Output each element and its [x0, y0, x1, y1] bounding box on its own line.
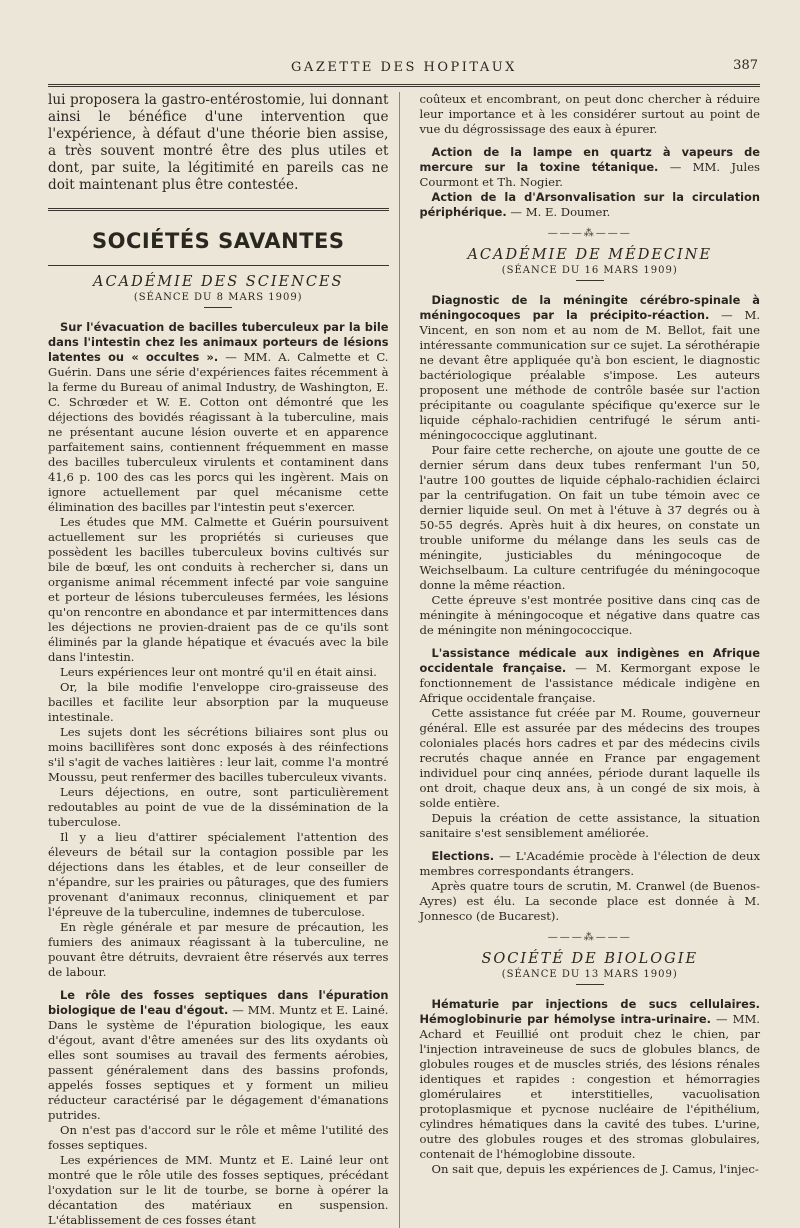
- article-paragraph: [420, 849, 761, 879]
- article-paragraph: Depuis la création de cette assistance, la situation sanitaire s'est sensiblement améliorée.: [419, 811, 760, 840]
- article-paragraph: [48, 988, 389, 1123]
- section-rule-top: [48, 208, 389, 211]
- header-rule: [48, 84, 760, 87]
- article-title: L'assistance médicale aux indigènes en Afrique occidentale française.: [419, 646, 760, 675]
- article-text: — MM. Achard et Feuillié ont produit chez le chien, par l'injection intraveineuse de sucs de globules blancs, de globules rouges et de muscles striés, des lésions rénales identiques et rapides : congestion et hémorragies glomérulaires et interstitielles, vacuolisation protoplasmique et pycnose nucléaire de l'épithélium, cylindres hématiques dans la cavité des tubes. L'urine, outre des globules rouges et des stromas globulaires, contenait de l'hémoglobine dissoute.: [419, 1012, 760, 1161]
- academy-heading: ACADÉMIE DES SCIENCES: [93, 274, 344, 290]
- article-paragraph: Leurs déjections, en outre, sont particulièrement redoutables au point de vue de la dissémination de la tuberculose.: [48, 785, 389, 829]
- article-title: Diagnostic de la méningite cérébro-spinale à méningocoques par la précipito-réaction.: [419, 293, 760, 322]
- article-paragraph: Cette épreuve s'est montrée positive dans cinq cas de méningite à méningocoque et négative dans quatre cas de méningite non méningococcique.: [419, 593, 760, 637]
- article-text: — M. Kermorgant expose le fonctionnement de l'assistance médicale indigène en Afrique occidentale française.: [419, 661, 760, 705]
- article-paragraph: [420, 293, 761, 443]
- article-paragraph: Les sujets dont les sécrétions biliaires sont plus ou moins bacillifères sont donc exposés à des réinfections s'il s'agit de vaches laitières : leur lait, comme l'a montré Moussu, peut renfermer des bacilles tuberculeux vivants.: [48, 725, 389, 784]
- article-paragraph: Pour faire cette recherche, on ajoute une goutte de ce dernier sérum dans deux tubes renfermant l'un 50, l'autre 100 gouttes de liquide céphalo-rachidien éclairci par la centrifugation. On fait un tube témoin avec ce dernier liquide seul. On met à l'étuve à 37 degrés ou à 50-55 degrés. Après huit à dix heures, on constate un trouble uniforme du mélange dans les seuls cas de méningite, justiciables du méningocoque de Weichselbaum. La culture centrifugée du méningocoque donne la même réaction.: [419, 443, 760, 592]
- article-paragraph: Après quatre tours de scrutin, M. Cranwel (de Buenos-Ayres) est élu. La seconde place est donnée à M. Jonnesco (de Bucarest).: [419, 879, 760, 923]
- article-paragraph: [420, 190, 761, 220]
- article-paragraph: [420, 646, 761, 706]
- seance-date: (SÉANCE DU 13 MARS 1909): [501, 969, 678, 980]
- article-title: Sur l'évacuation de bacilles tuberculeux par la bile dans l'intestin chez les animaux porteurs de lésions latentes ou « occultes ».: [48, 320, 389, 364]
- article-paragraph: Les études que MM. Calmette et Guérin poursuivent actuellement sur les propriétés si curieuses que possèdent les bacilles tuberculeux bovins cultivés sur bile de bœuf, les ont conduits à rechercher si, dans un organisme animal récemment infecté par voie sanguine et porteur de lésions tuberculeuses fermées, les lésions qu'on rencontre en abondance et par intermittences dans les déjections ne provien-draient pas de ce qu'ils sont éliminés par la glande hépatique et évacués avec la bile dans l'intestin.: [48, 515, 389, 664]
- section-rule-bottom: [48, 265, 389, 266]
- article-title: Action de la lampe en quartz à vapeurs de mercure sur la toxine tétanique.: [419, 145, 760, 174]
- intro-paragraph: lui proposera la gastro-entérostomie, lui donnant ainsi le bénéfice d'une intervention que l'expérience, à défaut d'une théorie bien assise, a très souvent montré être des plus utiles et dont, par suite, la légitimité en pareils cas ne doit maintenant plus être contestée.: [48, 92, 389, 193]
- article-paragraph: Les expériences de MM. Muntz et E. Lainé leur ont montré que le rôle utile des fosses septiques, précédant l'oxydation sur le lit de tourbe, se borne à opérer la décantation des matériaux en suspension. L'établissement de ces fosses étant: [48, 1153, 389, 1227]
- seance-date: (SÉANCE DU 8 MARS 1909): [133, 292, 303, 303]
- page-number: 387: [733, 58, 758, 73]
- article-paragraph: En règle générale et par mesure de précaution, les fumiers des animaux réagissant à la tuberculine, ne pouvant être détruits, devraient être réservés aux terres de labour.: [48, 920, 389, 979]
- article-title: Elections.: [431, 849, 495, 863]
- left-column: [48, 92, 400, 1228]
- article-paragraph: Cette assistance fut créée par M. Roume, gouverneur général. Elle est assurée par des médecins des troupes coloniales placés hors cadres et par des médecins civils recrutés chaque année en France par engagement individuel pour cinq années, période durant laquelle ils ont droit, chaque deux ans, à un congé de six mois, à solde entière.: [419, 706, 760, 810]
- article-text: — MM. Muntz et E. Lainé. Dans le système de l'épuration biologique, les eaux d'égout, avant d'être amenées sur des lits oxydants où elles sont soumises au travail des ferments aérobies, passent généralement dans des bassins profonds, appelés fosses septiques et y forment un milieu réducteur caractérisé par le dégagement d'émanations putrides.: [48, 1003, 389, 1122]
- article-title: Hématurie par injections de sucs cellulaires. Hémoglobinurie par hémolyse intra-urinaire.: [419, 997, 760, 1026]
- article-paragraph: [420, 997, 761, 1162]
- article-text: — MM. Jules Courmont et Th. Nogier.: [419, 160, 761, 189]
- running-title: GAZETTE DES HOPITAUX: [291, 60, 517, 75]
- small-divider: [576, 984, 604, 985]
- ornament-divider: ———⁂———: [547, 228, 632, 239]
- article-paragraph: Leurs expériences leur ont montré qu'il en était ainsi.: [60, 665, 377, 679]
- page-header: [48, 0, 760, 92]
- academy-heading: ACADÉMIE DE MÉDECINE: [467, 247, 713, 263]
- article-paragraph: [48, 320, 389, 515]
- article-text: — MM. A. Calmette et C. Guérin. Dans une série d'expériences faites récemment à la ferme du Bureau of animal Industry, de Washington, E. C. Schrœder et W. E. Cotton ont démontré que les déjections des bovidés réagissant à la tuberculine, mais ne présentant aucune lésion ouverte et en apparence parfaitement sains, contiennent fréquemment en masse des bacilles tuberculeux virulents et contaminent dans 41,6 p. 100 des cas les porcs qui les ingèrent. Mais on ignore actuellement par quel mécanisme cette élimination des bacilles par l'intestin peut s'exercer.: [48, 350, 389, 514]
- article-text: — L'Académie procède à l'élection de deux membres correspondants étrangers.: [419, 849, 761, 878]
- article-paragraph: [420, 145, 761, 190]
- ornament-divider: ———⁂———: [547, 932, 632, 943]
- article-title: Action de la d'Arsonvalisation sur la circulation périphérique.: [419, 190, 760, 219]
- section-heading: SOCIÉTÉS SAVANTES: [91, 229, 345, 253]
- seance-date: (SÉANCE DU 16 MARS 1909): [501, 265, 678, 276]
- article-paragraph: On sait que, depuis les expériences de J. Camus, l'injec-: [431, 1162, 759, 1176]
- small-divider: [204, 307, 232, 308]
- article-paragraph: Or, la bile modifie l'enveloppe ciro-graisseuse des bacilles et facilite leur absorption par la muqueuse intestinale.: [48, 680, 389, 724]
- small-divider: [576, 280, 604, 281]
- two-column-body: [48, 92, 760, 1228]
- article-paragraph: coûteux et encombrant, on peut donc chercher à réduire leur importance et à les considérer surtout au point de vue du dégrossissage des eaux à épurer.: [419, 92, 760, 136]
- society-heading: SOCIÉTÉ DE BIOLOGIE: [481, 951, 699, 967]
- right-column: [420, 92, 761, 1228]
- article-title: Le rôle des fosses septiques dans l'épuration biologique de l'eau d'égout.: [48, 988, 389, 1017]
- article-paragraph: On n'est pas d'accord sur le rôle et même l'utilité des fosses septiques.: [48, 1123, 389, 1152]
- article-text: — M. E. Doumer.: [510, 205, 611, 219]
- article-text: — M. Vincent, en son nom et au nom de M. Bellot, fait une intéressante communication sur ce sujet. La sérothérapie ne devant être appliquée qu'à bon escient, le diagnostic bactériologique préalable s'impose. Les auteurs proposent une méthode de contrôle basée sur l'action précipitante ou coagulante spécifique qu'exerce sur le liquide céphalo-rachidien centrifugé le sérum anti-méningococcique agglutinant.: [419, 308, 761, 442]
- article-paragraph: Il y a lieu d'attirer spécialement l'attention des éleveurs de bétail sur la contagion possible par les déjections dans les étables, et de leur conseiller de n'épandre, sur les prairies ou pâturages, que des fumiers provenant d'animaux reconnus, cliniquement et par l'épreuve de la tuberculine, indemnes de tuberculose.: [48, 830, 389, 919]
